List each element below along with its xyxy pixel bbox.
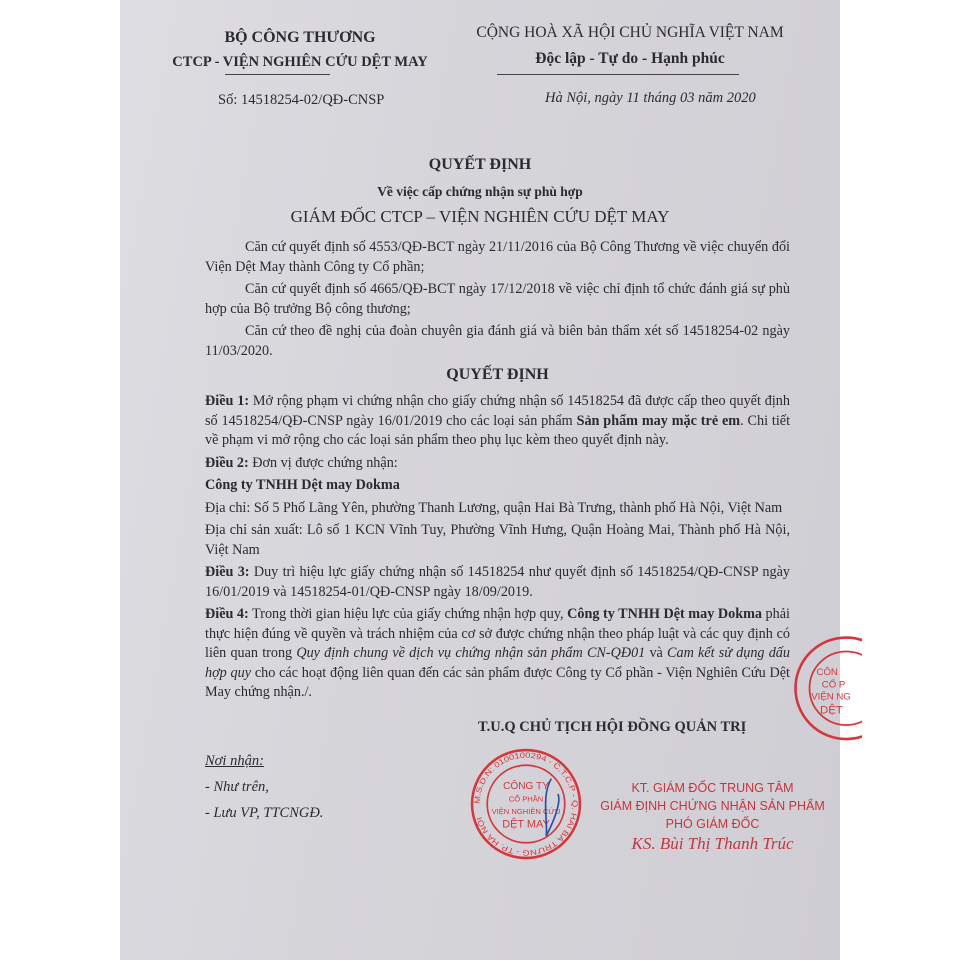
document-title: QUYẾT ĐỊNH [428, 156, 532, 173]
article-text: phải thực hiện đúng về quyền và trách nhiệm của cơ sở được chứng nhận theo pháp luật và các quy định có liên quan trong [205, 606, 790, 661]
article-text: Mở rộng phạm vi chứng nhận cho giấy chứng nhận số 14518254 đã được cấp theo quyết định số 14518254/QĐ-CNSP ngày 16/01/2019 cho các loại sản phẩm [205, 393, 790, 429]
divider [497, 74, 739, 75]
svg-text:CỔ P: CỔ P [821, 679, 846, 691]
article-label: Điều 2: [205, 454, 249, 471]
signatory-block [590, 779, 835, 855]
signature-on-behalf: T.U.Q CHỦ TỊCH HỘI ĐỒNG QUẢN TRỊ [478, 718, 747, 735]
document-body [205, 238, 825, 922]
ministry-name: BỘ CÔNG THƯƠNG [224, 29, 376, 46]
article-bold: Công ty TNHH Dệt may Dokma [567, 606, 762, 622]
signatory-title: PHÓ GIÁM ĐỐC [665, 816, 760, 831]
article-label: Điều 1: [205, 393, 250, 409]
company-address: Địa chỉ: Số 5 Phố Lãng Yên, phường Thanh Lương, quận Hai Bà Trưng, thành phố Hà Nội, Việt Nam [205, 499, 783, 516]
svg-text:DỆT MAY: DỆT MAY [502, 818, 550, 831]
svg-text:VIỆN NG: VIỆN NG [811, 691, 851, 703]
article-text: . Chi tiết về phạm vi mở rộng cho các loại sản phẩm theo phụ lục kèm theo quyết định này. [205, 412, 791, 448]
article-bold: Sản phẩm may mặc trẻ em [576, 412, 741, 429]
article-3 [205, 563, 790, 602]
article-2 [205, 454, 790, 474]
issuer-title: GIÁM ĐỐC CTCP – VIỆN NGHIÊN CỨU DỆT MAY [290, 207, 670, 226]
article-italic: Quy định chung về dịch vụ chứng nhận sản phẩm CN-QĐ01 [296, 645, 646, 661]
recipient-item: - Như trên, [205, 778, 269, 795]
company-name: Công ty TNHH Dệt may Dokma [205, 477, 400, 493]
article-text: Duy trì hiệu lực giấy chứng nhận số 14518254 như quyết định số 14518254/QĐ-CNSP ngày 16/01/2019 và 14518254-01/QĐ-CNSP ngày 18/09/2019. [205, 564, 790, 600]
article-label: Điều 4: [205, 606, 249, 622]
signatory-name: KS. Bùi Thị Thanh Trúc [631, 833, 794, 853]
organization-name: CTCP - VIỆN NGHIÊN CỨU DỆT MAY [172, 54, 428, 70]
signature-section [205, 717, 825, 922]
national-motto: Độc lập - Tự do - Hạnh phúc [535, 50, 725, 67]
document-subject: Về việc cấp chứng nhận sự phù hợp [377, 184, 583, 199]
article-1 [205, 392, 790, 451]
recipients-label: Nơi nhận: [205, 752, 264, 769]
document-number: Số: 14518254-02/QĐ-CNSP [218, 92, 385, 108]
article-4 [205, 605, 790, 703]
preamble-1: Căn cứ quyết định số 4553/QĐ-BCT ngày 21/11/2016 của Bộ Công Thương về việc chuyển đổi Viện Dệt May thành Công ty Cổ phần; [205, 239, 790, 275]
article-text: cho các hoạt động liên quan đến các sản phẩm được Công ty Cổ phần - Viện Nghiên Cứu Dệt May chứng nhận./. [205, 664, 790, 700]
svg-text:CÔN: CÔN [816, 667, 838, 679]
signatory-line: GIÁM ĐỊNH CHỨNG NHẬN SẢN PHẨM [600, 798, 825, 813]
svg-text:M.S.D.N: 0100100294 - C.T.C.P: M.S.D.N: 0100100294 - C.T.C.P - Q. HAI BÀ TRƯNG - TP. HÀ NỘI [472, 750, 580, 857]
factory-address: Địa chỉ sản xuất: Lô số 1 KCN Vĩnh Tuy, Phường Vĩnh Hưng, Quận Hoàng Mai, Thành phố Hà Nội, Việt Nam [205, 522, 790, 558]
article-italic: Cam kết sử dụng dấu hợp quy [205, 645, 790, 681]
preamble-2: Căn cứ quyết định số 4665/QĐ-BCT ngày 17/12/2018 về việc chỉ định tổ chức đánh giá sự phù hợp của Bộ trưởng Bộ công thương; [205, 281, 790, 317]
svg-text:DỆT: DỆT [820, 704, 843, 717]
document-date: Hà Nội, ngày 11 tháng 03 năm 2020 [545, 90, 756, 106]
svg-text:CỔ PHẦN: CỔ PHẦN [508, 793, 544, 803]
preamble-3: Căn cứ theo đề nghị của đoàn chuyên gia đánh giá và biên bản thẩm xét số 14518254-02 ngày 11/03/2020. [205, 323, 790, 359]
article-label: Điều 3: [205, 564, 250, 580]
svg-text:CÔNG TY: CÔNG TY [503, 780, 549, 792]
article-text: Đơn vị được chứng nhận: [248, 454, 398, 471]
divider [225, 74, 330, 75]
article-text: Trong thời gian hiệu lực của giấy chứng nhận hợp quy, [248, 606, 568, 622]
recipient-item: - Lưu VP, TTCNGĐ. [205, 804, 324, 821]
company-seal-partial [792, 625, 862, 755]
article-text: và [645, 645, 668, 661]
decision-heading: QUYẾT ĐỊNH [446, 366, 549, 383]
svg-text:VIỆN NGHIÊN CỨU: VIỆN NGHIÊN CỨU [491, 806, 561, 816]
company-seal [467, 745, 585, 863]
national-title: CỘNG HOÀ XÃ HỘI CHỦ NGHĨA VIỆT NAM [476, 24, 784, 41]
signatory-line: KT. GIÁM ĐỐC TRUNG TÂM [631, 780, 794, 795]
